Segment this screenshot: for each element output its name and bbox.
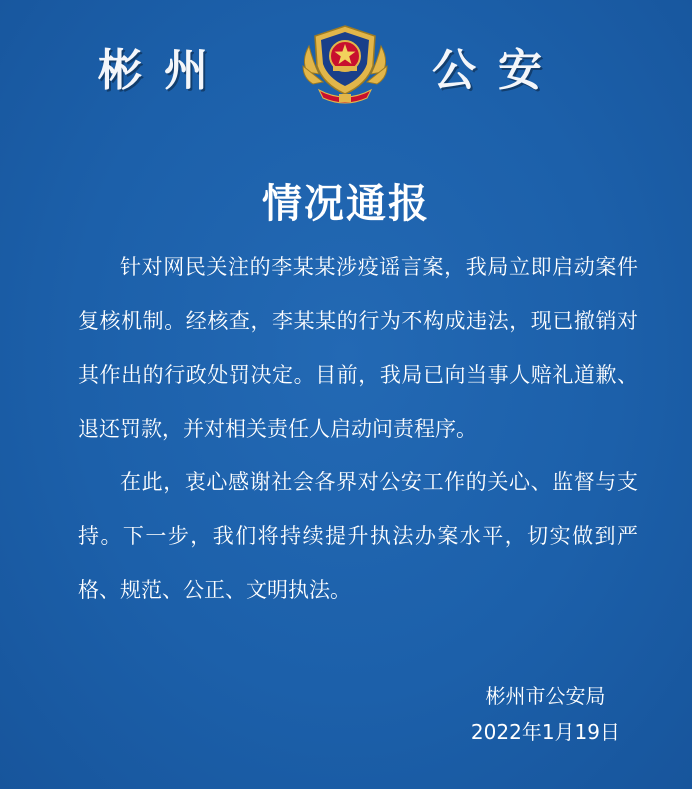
- issue-date: 2022年1月19日: [470, 720, 620, 744]
- brand-org-text: 公安: [432, 45, 564, 96]
- notice-title: 情况通报: [262, 181, 430, 227]
- issuer-name: 彬州市公安局: [485, 684, 606, 708]
- notice-paragraph-2: 在此，衷心感谢社会各界对公安工作的关心、监督与支持。下一步，我们将持续提升执法办案水平，切实做到严格、规范、公正、文明执法。: [78, 470, 638, 602]
- notice-paragraph-1: 针对网民关注的李某某涉疫谣言案，我局立即启动案件复核机制。经核查，李某某的行为不构成违法，现已撤销对其作出的行政处罚决定。目前，我局已向当事人赔礼道歉、退还罚款，并对相关责任人启动问责程序。: [78, 255, 638, 441]
- header-brand: [0, 22, 692, 106]
- brand-city-text: 彬州: [98, 45, 230, 96]
- signoff-block: [471, 678, 620, 750]
- police-badge-icon: [293, 22, 397, 106]
